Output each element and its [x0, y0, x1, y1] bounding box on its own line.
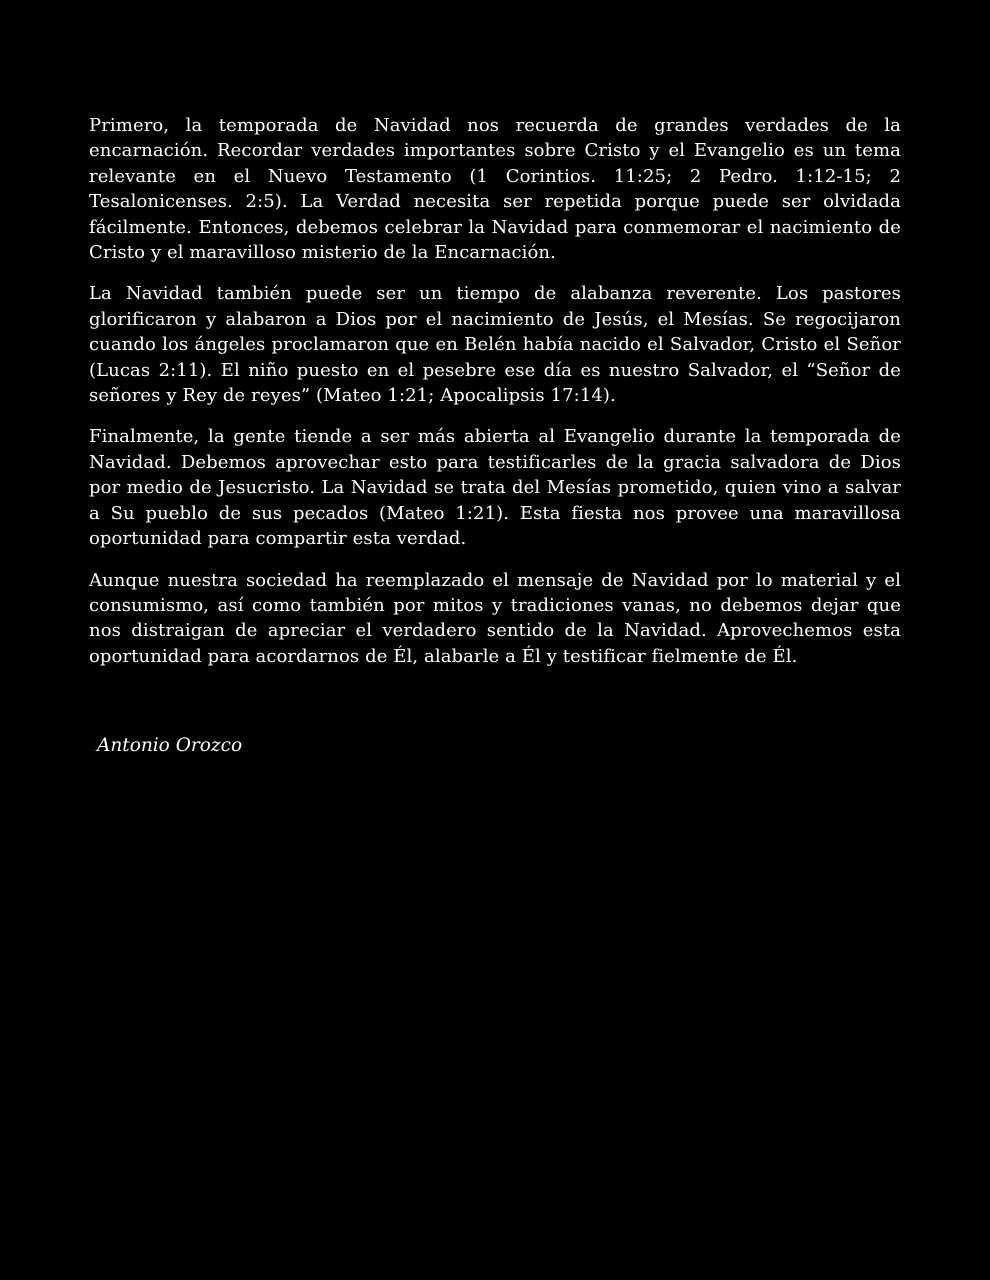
paragraph-4: Aunque nuestra sociedad ha reemplazado el mensaje de Navidad por lo material y el consumismo, así como también por mitos y tradiciones vanas, no debemos dejar que nos distraigan de apreciar el verdadero sentido de la Navidad. Aprovechemos esta oportunidad para acordarnos de Él, alabarle a Él y testificar fielmente de Él. [89, 569, 901, 667]
paragraph-1: Primero, la temporada de Navidad nos recuerda de grandes verdades de la encarnación. Recordar verdades importantes sobre Cristo y el Evangelio es un tema relevante en el Nuevo Testamento (1 Corintios. 11:25; 2 Pedro. 1:12-15; 2 Tesalonicenses. 2:5). La Verdad necesita ser repetida porque puede ser olvidada fácilmente. Entonces, debemos celebrar la Navidad para conmemorar el nacimiento de Cristo y el maravilloso misterio de la Encarnación. [89, 115, 901, 264]
paragraph-3: Finalmente, la gente tiende a ser más abierta al Evangelio durante la temporada de Navidad. Debemos aprovechar esto para testificarles de la gracia salvadora de Dios por medio de Jesucristo. La Navidad se trata del Mesías prometido, quien vino a salvar a Su pueblo de sus pecados (Mateo 1:21). Esta fiesta nos provee una maravillosa oportunidad para compartir esta verdad. [89, 426, 901, 550]
author-signature: Antonio Orozco [97, 735, 243, 757]
paragraph-2: La Navidad también puede ser un tiempo de alabanza reverente. Los pastores glorificaron y alabaron a Dios por el nacimiento de Jesús, el Mesías. Se regocijaron cuando los ángeles proclamaron que en Belén había nacido el Salvador, Cristo el Señor (Lucas 2:11). El niño puesto en el pesebre ese día es nuestro Salvador, el “Señor de señores y Rey de reyes” (Mateo 1:21; Apocalipsis 17:14). [89, 283, 901, 407]
document-body [89, 113, 901, 756]
